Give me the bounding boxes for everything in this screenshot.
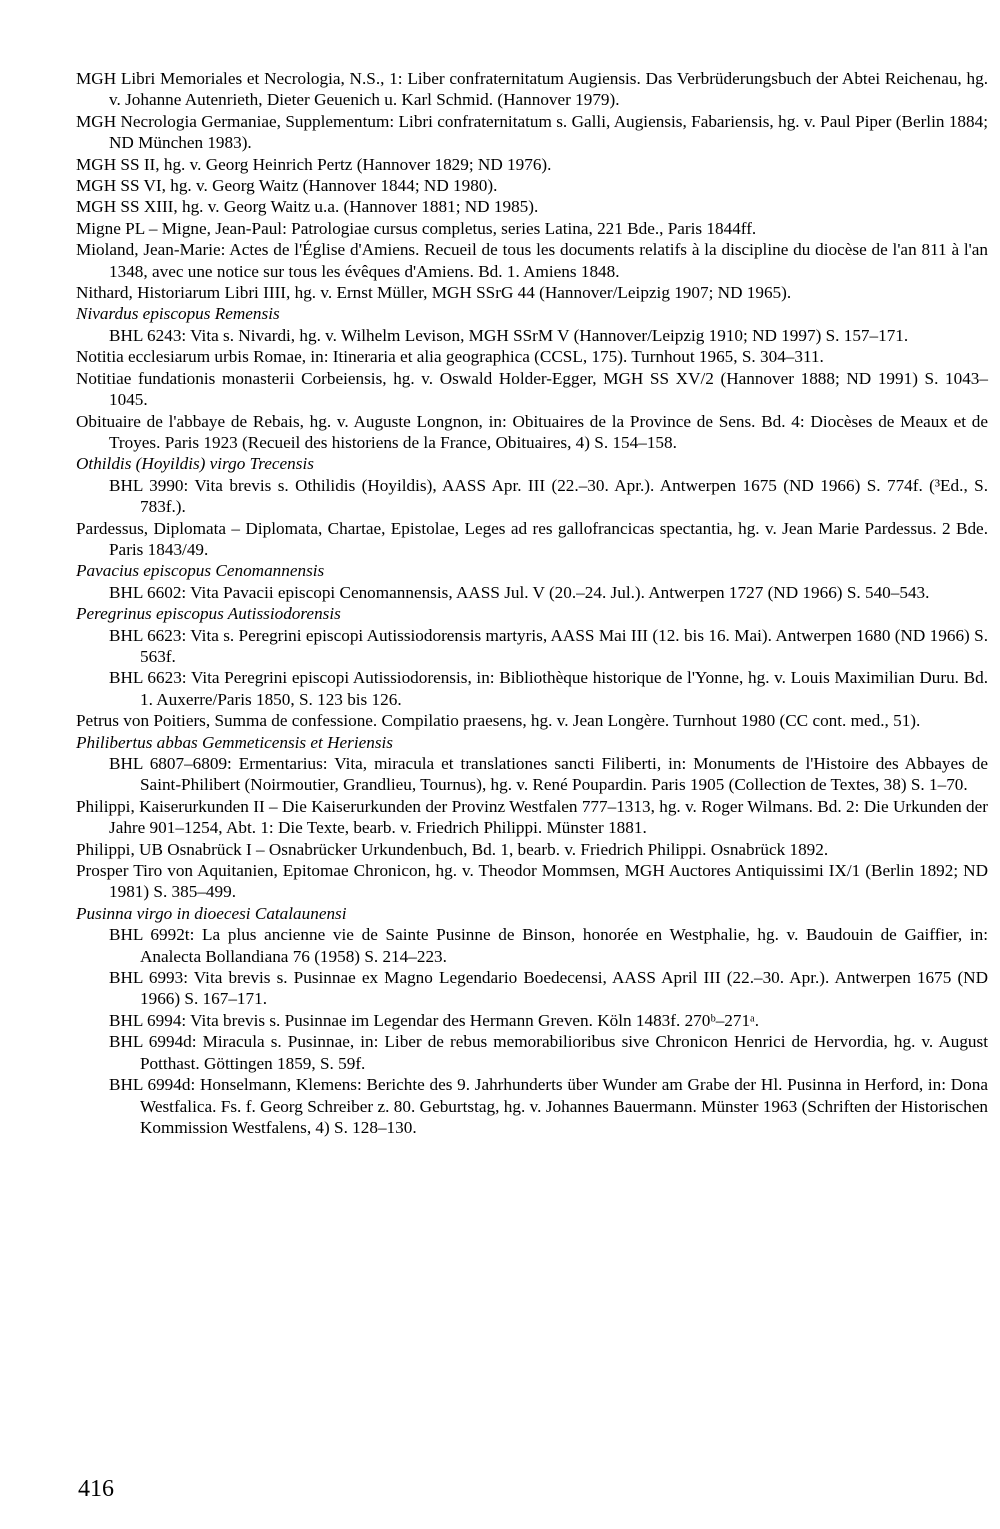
- bibliography-entry: Philippi, UB Osnabrück I – Osnabrücker Urkundenbuch, Bd. 1, bearb. v. Friedrich Philippi. Osnabrück 1892.: [76, 839, 829, 859]
- sub-entry: BHL 6994: Vita brevis s. Pusinnae im Legendar des Hermann Greven. Köln 1483f. 270ᵇ–271ᵃ.: [109, 1010, 760, 1030]
- sub-entry: BHL 6243: Vita s. Nivardi, hg. v. Wilhelm Levison, MGH SSrM V (Hannover/Leipzig 1910; ND 1997) S. 157–171.: [109, 325, 909, 345]
- bibliography-entry: Philippi, Kaiserurkunden II – Die Kaiserurkunden der Provinz Westfalen 777–1313, hg. v. Roger Wilmans. Bd. 2: Die Urkunden der Jahre 901–1254, Abt. 1: Die Texte, bearb. v. Friedrich Philippi. Münster 1881.: [76, 796, 988, 838]
- bibliography-entry: MGH SS XIII, hg. v. Georg Waitz u.a. (Hannover 1881; ND 1985).: [76, 197, 539, 217]
- bibliography-entry: MGH SS VI, hg. v. Georg Waitz (Hannover 1844; ND 1980).: [76, 176, 498, 196]
- saint-heading: Pavacius episcopus Cenomannensis: [76, 561, 325, 581]
- sub-entry: BHL 6994d: Honselmann, Klemens: Berichte des 9. Jahrhunderts über Wunder am Grabe der Hl. Pusinna in Herford, in: Dona Westfalica. Fs. f. Georg Schreiber z. 80. Geburtstag, hg. v. Johannes Bauermann. Münster 1963 (Schriften der Historischen Kommission Westfalens, 4) S. 128–130.: [109, 1075, 988, 1137]
- page-number: 416: [78, 1476, 114, 1502]
- sub-entry: BHL 3990: Vita brevis s. Othilidis (Hoyildis), AASS Apr. III (22.–30. Apr.). Antwerpen 1675 (ND 1966) S. 774f. (³Ed., S. 783f.).: [109, 475, 988, 517]
- bibliography-entry: Obituaire de l'abbaye de Rebais, hg. v. Auguste Longnon, in: Obituaires de la Province de Sens. Bd. 4: Diocèses de Meaux et de Troyes. Paris 1923 (Recueil des historiens de la France, Obituaires, 4) S. 154–158.: [76, 411, 988, 452]
- bibliography-entry: Migne PL – Migne, Jean-Paul: Patrologiae cursus completus, series Latina, 221 Bde., Paris 1844ff.: [76, 218, 757, 238]
- saint-heading: Pusinna virgo in dioecesi Catalaunensi: [76, 903, 347, 923]
- saint-heading: Nivardus episcopus Remensis: [76, 304, 280, 324]
- bibliography-entry: MGH Necrologia Germaniae, Supplementum: Libri confraternitatum s. Galli, Augiensis, Fabariensis, hg. v. Paul Piper (Berlin 1884; ND München 1983).: [76, 111, 988, 153]
- bibliography-entry: Pardessus, Diplomata – Diplomata, Chartae, Epistolae, Leges ad res gallofrancicas spectantia, hg. v. Jean Marie Pardessus. 2 Bde. Paris 1843/49.: [76, 518, 988, 559]
- sub-entry: BHL 6994d: Miracula s. Pusinnae, in: Liber de rebus memorabilioribus sive Chronicon Henrici de Hervordia, hg. v. August Potthast. Göttingen 1859, S. 59f.: [109, 1032, 988, 1073]
- sub-entry: BHL 6807–6809: Ermentarius: Vita, miracula et translationes sancti Filiberti, in: Monuments de l'Histoire des Abbayes de Saint-Philibert (Noirmoutier, Grandlieu, Tournus), hg. v. René Poupardin. Paris 1905 (Collection de Textes, 38) S. 1–70.: [109, 754, 988, 795]
- saint-heading: Othildis (Hoyildis) virgo Trecensis: [76, 454, 314, 474]
- sub-entry: BHL 6992t: La plus ancienne vie de Sainte Pusinne de Binson, honorée en Westphalie, hg. v. Baudouin de Gaiffier, in: Analecta Bollandiana 76 (1958) S. 214–223.: [109, 925, 988, 966]
- sub-entry: BHL 6602: Vita Pavacii episcopi Cenomannensis, AASS Jul. V (20.–24. Jul.). Antwerpen 1727 (ND 1966) S. 540–543.: [109, 582, 930, 602]
- sub-entry: BHL 6993: Vita brevis s. Pusinnae ex Magno Legendario Boedecensi, AASS April III (22.–30. Apr.). Antwerpen 1675 (ND 1966) S. 167–171.: [109, 968, 988, 1009]
- bibliography-entry: Notitia ecclesiarum urbis Romae, in: Itineraria et alia geographica (CCSL, 175). Turnhout 1965, S. 304–311.: [76, 347, 824, 367]
- bibliography-entry: MGH SS II, hg. v. Georg Heinrich Pertz (Hannover 1829; ND 1976).: [76, 154, 552, 174]
- bibliography-entry: Notitiae fundationis monasterii Corbeiensis, hg. v. Oswald Holder-Egger, MGH SS XV/2 (Hannover 1888; ND 1991) S. 1043–1045.: [76, 368, 988, 410]
- sub-entry: BHL 6623: Vita Peregrini episcopi Autissiodorensis, in: Bibliothèque historique de l'Yonne, hg. v. Louis Maximilian Duru. Bd. 1. Auxerre/Paris 1850, S. 123 bis 126.: [109, 668, 988, 709]
- bibliography-entry: Nithard, Historiarum Libri IIII, hg. v. Ernst Müller, MGH SSrG 44 (Hannover/Leipzig 1907; ND 1965).: [76, 283, 792, 303]
- saint-heading: Peregrinus episcopus Autissiodorensis: [76, 604, 341, 624]
- sub-entry: BHL 6623: Vita s. Peregrini episcopi Autissiodorensis martyris, AASS Mai III (12. bis 16. Mai). Antwerpen 1680 (ND 1966) S. 563f.: [109, 625, 988, 666]
- bibliography-entry: MGH Libri Memoriales et Necrologia, N.S., 1: Liber confraternitatum Augiensis. Das Verbrüderungsbuch der Abtei Reichenau, hg. v. Johanne Autenrieth, Dieter Geuenich u. Karl Schmid. (Hannover 1979).: [76, 69, 988, 110]
- saint-heading: Philibertus abbas Gemmeticensis et Heriensis: [76, 732, 393, 752]
- bibliography-entry: Prosper Tiro von Aquitanien, Epitomae Chronicon, hg. v. Theodor Mommsen, MGH Auctores Antiquissimi IX/1 (Berlin 1892; ND 1981) S. 385–499.: [76, 861, 988, 902]
- bibliography-page: [76, 68, 988, 1138]
- bibliography-entry: Mioland, Jean-Marie: Actes de l'Église d'Amiens. Recueil de tous les documents relatifs à la discipline du diocèse de l'an 811 à l'an 1348, avec une notice sur tous les évêques d'Amiens. Bd. 1. Amiens 1848.: [76, 240, 988, 281]
- bibliography-list: [76, 68, 988, 1138]
- bibliography-entry: Petrus von Poitiers, Summa de confessione. Compilatio praesens, hg. v. Jean Longère. Turnhout 1980 (CC cont. med., 51).: [76, 711, 921, 731]
